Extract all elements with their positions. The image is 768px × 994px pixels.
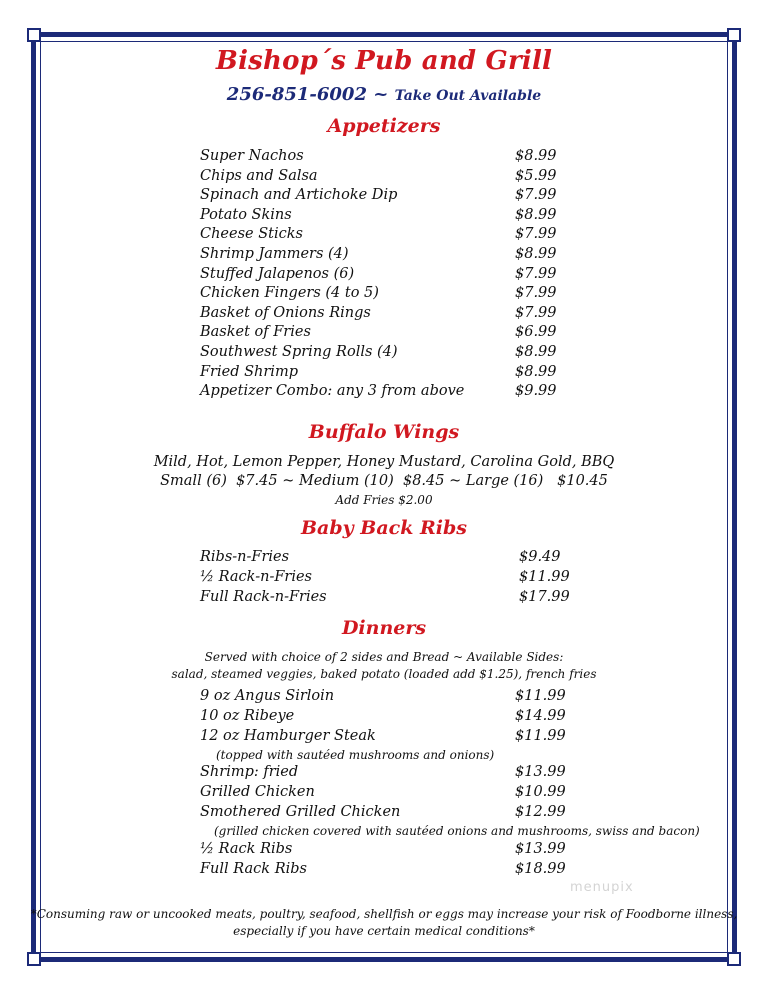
dinner-item-name: Grilled Chicken (200, 784, 315, 800)
appetizer-item (200, 186, 575, 206)
dinners-heading: Dinners (341, 617, 427, 639)
appetizer-item-name: Basket of Onions Rings (200, 304, 371, 321)
dinner-item (200, 727, 575, 747)
appetizer-item-name: Chicken Fingers (4 to 5) (200, 285, 379, 302)
appetizer-item-name: Spinach and Artichoke Dip (200, 187, 398, 204)
appetizer-item-price: $8.99 (515, 344, 557, 360)
border-corner-ornament (27, 952, 41, 966)
phone-number: 256-851-6002 ~ (226, 84, 389, 105)
appetizer-item-price: $9.99 (515, 383, 557, 400)
dinner-item-price: $12.99 (515, 804, 566, 820)
appetizer-item-name: Cheese Sticks (200, 226, 303, 243)
wings-sizes: Small (6) $7.45 ~ Medium (10) $8.45 ~ Large (16) $10.45 (160, 473, 608, 489)
dinner-item (200, 783, 575, 803)
wings-flavors: Mild, Hot, Lemon Pepper, Honey Mustard, Carolina Gold, BBQ (153, 454, 615, 470)
appetizer-item (200, 304, 575, 324)
dinner-item (200, 707, 575, 727)
dinner-item-name: ½ Rack Ribs (200, 841, 293, 857)
appetizer-item-name: Stuffed Jalapenos (6) (200, 265, 355, 282)
dinner-item-price: $14.99 (515, 708, 566, 724)
dinner-item-name: 9 oz Angus Sirloin (200, 688, 335, 704)
appetizer-item-price: $5.99 (515, 167, 557, 184)
dinner-item (200, 803, 575, 823)
hamburger-steak-note: (topped with sautéed mushrooms and onions) (216, 748, 495, 762)
ribs-item-name: ½ Rack-n-Fries (200, 569, 312, 585)
dinner-item-name: Shrimp: fried (200, 764, 299, 780)
appetizer-item (200, 206, 575, 226)
dinner-item-price: $11.99 (515, 728, 566, 744)
ribs-item-price: $11.99 (519, 569, 570, 585)
appetizers-heading: Appetizers (327, 115, 441, 137)
ribs-item-name: Full Rack-n-Fries (200, 589, 327, 605)
appetizer-item-name: Fried Shrimp (200, 363, 298, 380)
dinner-item-price: $10.99 (515, 784, 566, 800)
dinner-item-price: $13.99 (515, 764, 566, 780)
appetizer-item-price: $8.99 (515, 148, 557, 164)
appetizer-item (200, 323, 575, 343)
appetizer-item-price: $8.99 (515, 246, 557, 262)
appetizer-item-price: $7.99 (515, 285, 557, 302)
dinner-item-name: 10 oz Ribeye (200, 708, 295, 724)
dinner-item-name: 12 oz Hamburger Steak (200, 728, 376, 744)
appetizer-item-name: Potato Skins (200, 206, 292, 223)
dinner-item-name: Full Rack Ribs (200, 861, 307, 877)
appetizer-item-price: $8.99 (515, 363, 557, 380)
wings-add-fries: Add Fries $2.00 (335, 493, 433, 507)
appetizer-item-name: Appetizer Combo: any 3 from above (200, 383, 465, 400)
appetizer-item-price: $7.99 (515, 187, 557, 204)
appetizer-item-name: Chips and Salsa (200, 167, 318, 184)
appetizer-item (200, 167, 575, 187)
ribs-item (200, 588, 579, 608)
dinner-item-name: Smothered Grilled Chicken (200, 804, 401, 820)
appetizer-item (200, 245, 575, 265)
dinner-item (200, 860, 575, 880)
appetizer-item-name: Shrimp Jammers (4) (200, 246, 349, 262)
appetizer-item (200, 225, 575, 245)
takeout-label: Take Out Available (394, 88, 542, 104)
appetizer-item (200, 363, 575, 383)
dinners-intro-line2: salad, steamed veggies, baked potato (loaded add $1.25), french fries (171, 667, 597, 681)
food-safety-disclaimer-line1: *Consuming raw or uncooked meats, poultry, seafood, shellfish or eggs may increase your risk of Foodborne illness, (30, 907, 738, 921)
dinner-item-price: $11.99 (515, 688, 566, 704)
appetizer-item (200, 343, 575, 363)
appetizer-item-price: $6.99 (515, 324, 557, 341)
appetizer-item-name: Super Nachos (200, 148, 304, 164)
ribs-item-price: $9.49 (519, 549, 561, 565)
ribs-item (200, 548, 579, 568)
appetizer-item-name: Southwest Spring Rolls (4) (200, 344, 398, 360)
dinners-intro-line1: Served with choice of 2 sides and Bread ~ Available Sides: (204, 650, 564, 664)
border-corner-ornament (27, 28, 41, 42)
border-corner-ornament (727, 952, 741, 966)
appetizer-item-price: $7.99 (515, 304, 557, 321)
appetizer-item (200, 147, 575, 167)
dinner-item (200, 840, 575, 860)
appetizer-item-price: $8.99 (515, 206, 557, 223)
watermark: menupix (570, 880, 634, 895)
appetizer-item (200, 284, 575, 304)
appetizer-item-price: $7.99 (515, 226, 557, 243)
appetizer-item (200, 265, 575, 285)
smothered-chicken-note: (grilled chicken covered with sautéed onions and mushrooms, swiss and bacon) (214, 824, 700, 838)
ribs-item (200, 568, 579, 588)
dinner-item (200, 687, 575, 707)
dinner-item-price: $13.99 (515, 841, 566, 857)
food-safety-disclaimer-line2: especially if you have certain medical conditions* (233, 924, 535, 938)
dinner-item (200, 763, 575, 783)
dinner-item-price: $18.99 (515, 861, 566, 877)
wings-heading: Buffalo Wings (308, 421, 460, 443)
ribs-item-price: $17.99 (519, 589, 570, 605)
appetizer-item (200, 382, 575, 402)
ribs-item-name: Ribs-n-Fries (200, 549, 290, 565)
header-contact (0, 84, 768, 105)
restaurant-title: Bishop´s Pub and Grill (215, 46, 553, 76)
border-corner-ornament (727, 28, 741, 42)
appetizer-item-name: Basket of Fries (200, 324, 311, 341)
ribs-heading: Baby Back Ribs (300, 517, 468, 539)
appetizer-item-price: $7.99 (515, 265, 557, 282)
